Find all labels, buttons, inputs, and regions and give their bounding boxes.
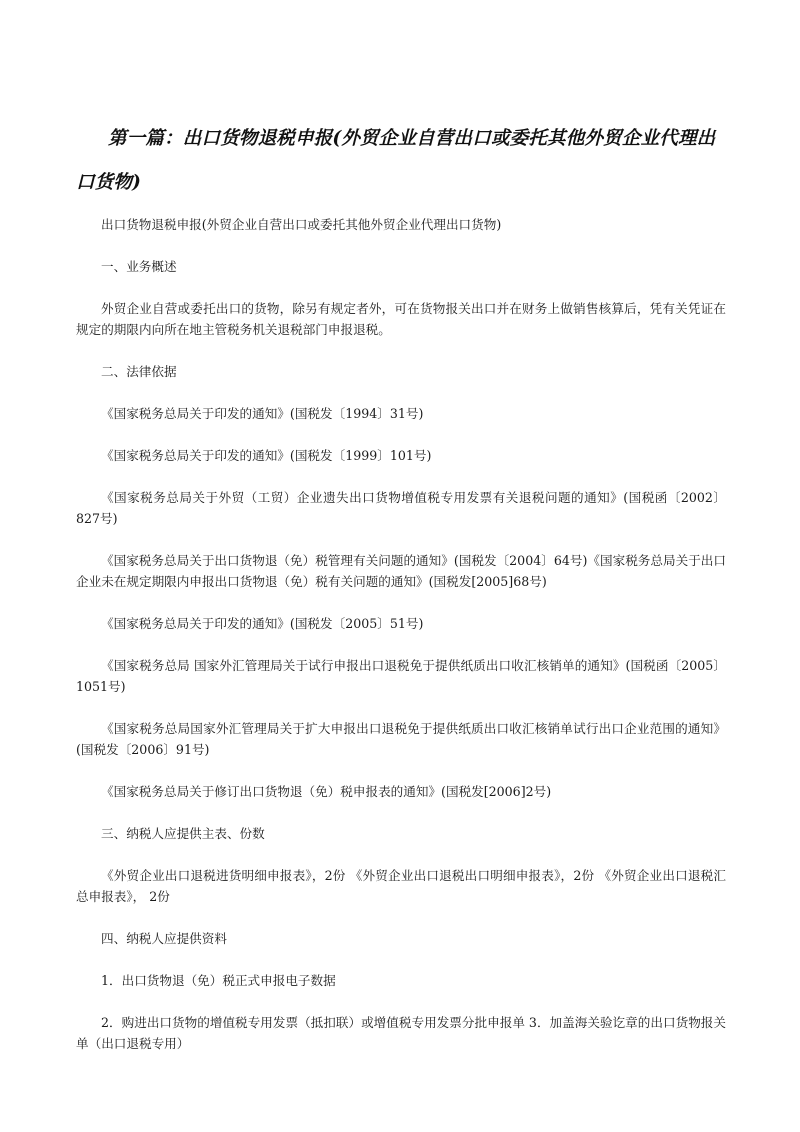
paragraph-overview: 外贸企业自营或委托出口的货物，除另有规定者外，可在货物报关出口并在财务上做销售核算后，凭有关凭证在规定的期限内向所在地主管税务机关退税部门申报退税。 bbox=[76, 301, 726, 337]
legal-reference: 《国家税务总局关于修订出口货物退（免）税申报表的通知》(国税发[2006]2号) bbox=[101, 784, 552, 799]
material-item: 2．购进出口货物的增值税专用发票（抵扣联）或增值税专用发票分批申报单 3．加盖海关验讫章的出口货物报关单（出口退税专用） bbox=[76, 1015, 726, 1051]
legal-reference: 《国家税务总局关于出口货物退（免）税管理有关问题的通知》(国税发〔2004〕64号)《国家税务总局关于出口企业未在规定期限内申报出口货物退（免）税有关问题的通知》(国税发[2005]68号) bbox=[76, 553, 726, 589]
paragraph-subtitle: 出口货物退税申报(外贸企业自营出口或委托其他外贸企业代理出口货物) bbox=[101, 217, 502, 232]
document-body bbox=[76, 214, 726, 1075]
paragraph-forms: 《外贸企业出口退税进货明细申报表》，2份 《外贸企业出口退税出口明细申报表》，2份 《外贸企业出口退税汇总申报表》， 2份 bbox=[76, 868, 726, 904]
document-title: 第一篇：出口货物退税申报(外贸企业自营出口或委托其他外贸企业代理出口货物) bbox=[76, 128, 716, 193]
legal-reference: 《国家税务总局关于外贸（工贸）企业遗失出口货物增值税专用发票有关退税问题的通知》(国税函〔2002〕827号) bbox=[76, 490, 726, 526]
section-heading-materials: 四、纳税人应提供资料 bbox=[101, 931, 227, 946]
legal-reference: 《国家税务总局国家外汇管理局关于扩大申报出口退税免于提供纸质出口收汇核销单试行出口企业范围的通知》(国税发〔2006〕91号) bbox=[76, 721, 726, 757]
section-heading-overview: 一、业务概述 bbox=[101, 259, 177, 274]
legal-reference: 《国家税务总局关于印发的通知》(国税发〔1994〕31号) bbox=[101, 406, 424, 421]
legal-reference: 《国家税务总局关于印发的通知》(国税发〔1999〕101号) bbox=[101, 448, 432, 463]
material-item: 1．出口货物退（免）税正式申报电子数据 bbox=[101, 973, 336, 988]
legal-reference: 《国家税务总局 国家外汇管理局关于试行申报出口退税免于提供纸质出口收汇核销单的通知》(国税函〔2005〕1051号) bbox=[76, 658, 726, 694]
section-heading-legal-basis: 二、法律依据 bbox=[101, 364, 177, 379]
section-heading-forms: 三、纳税人应提供主表、份数 bbox=[101, 826, 265, 841]
legal-reference: 《国家税务总局关于印发的通知》(国税发〔2005〕51号) bbox=[101, 616, 424, 631]
